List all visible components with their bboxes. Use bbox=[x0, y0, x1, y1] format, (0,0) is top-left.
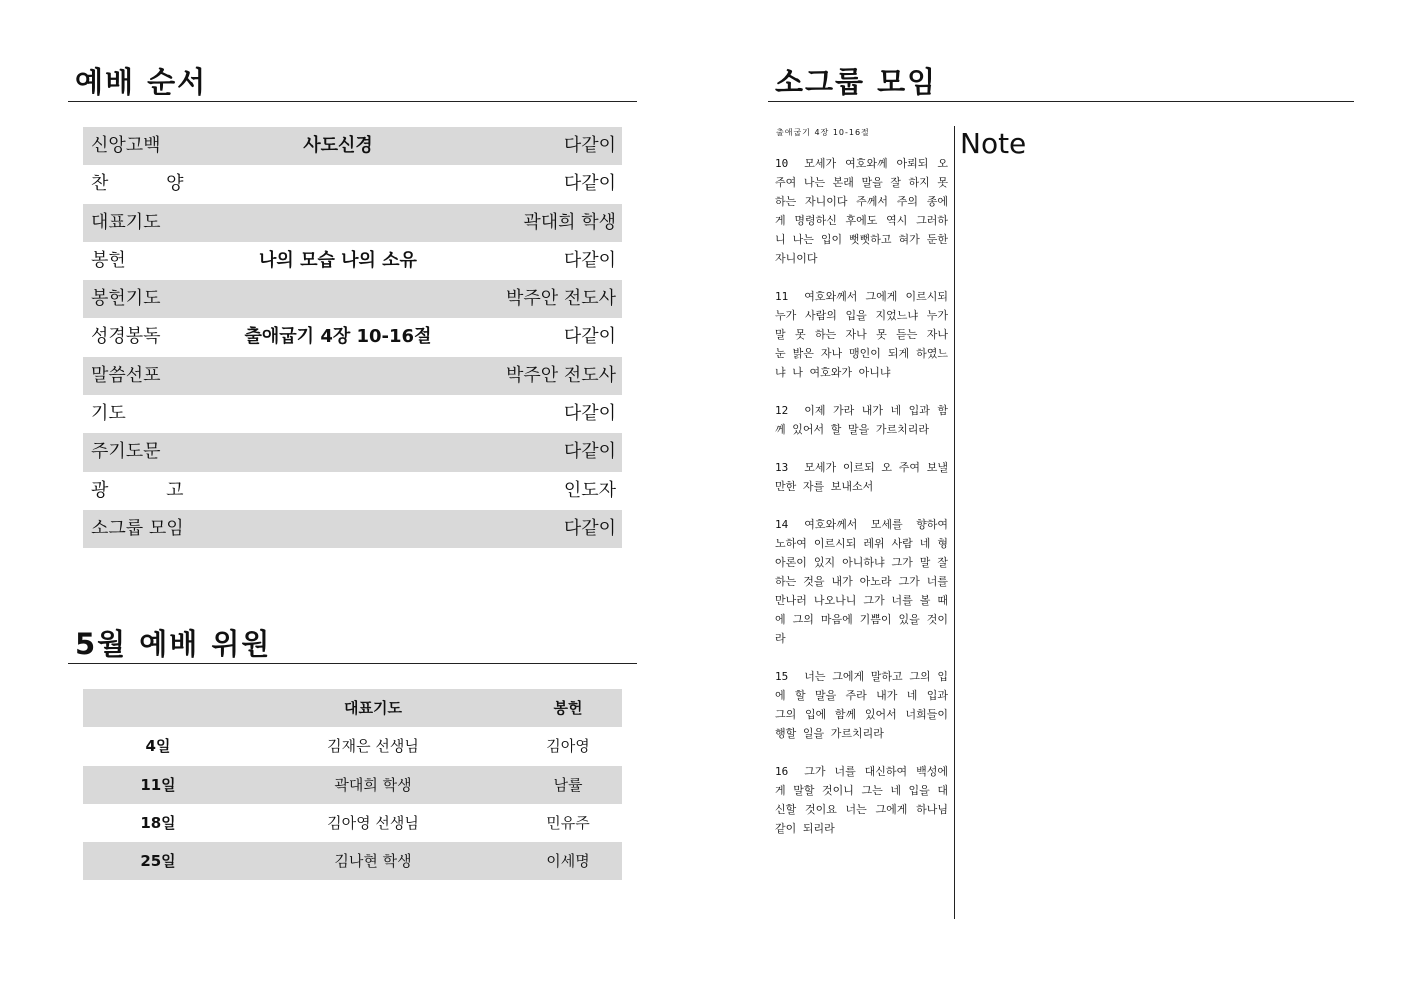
order-label: 봉헌 bbox=[91, 249, 126, 271]
order-row bbox=[83, 127, 622, 165]
committee-row bbox=[83, 804, 622, 842]
committee-date: 18일 bbox=[140, 813, 176, 832]
order-row bbox=[83, 395, 622, 433]
order-label: 봉헌기도 bbox=[91, 288, 161, 310]
committee-prayer: 곽대희 학생 bbox=[334, 775, 412, 794]
note-title: Note bbox=[960, 127, 1027, 160]
worship-order-table bbox=[83, 127, 622, 548]
order-leader: 다같이 bbox=[563, 249, 616, 271]
order-leader: 다같이 bbox=[563, 441, 616, 463]
verse bbox=[775, 762, 948, 838]
committee-row bbox=[83, 727, 622, 765]
order-leader: 다같이 bbox=[563, 135, 616, 156]
order-content: 사도신경 bbox=[303, 135, 373, 156]
order-label: 소그룹 모임 bbox=[91, 517, 184, 539]
committee-header-row bbox=[83, 689, 622, 727]
committee-header-prayer: 대표기도 bbox=[344, 699, 402, 717]
verse bbox=[775, 667, 948, 743]
order-label: 말씀선포 bbox=[91, 364, 161, 386]
verse-text: 이제 가라 내가 네 입과 함께 있어서 할 말을 가르치리라 bbox=[775, 404, 948, 436]
order-label: 신앙고백 bbox=[91, 135, 161, 156]
order-label: 기도 bbox=[91, 403, 126, 425]
order-leader: 다같이 bbox=[563, 517, 616, 539]
committee-offering: 남률 bbox=[553, 775, 583, 794]
committee-offering: 민유주 bbox=[546, 813, 590, 832]
order-row bbox=[83, 280, 622, 318]
verse-text: 여호와께서 모세를 향하여 노하여 이르시되 레위 사람 네 형 아론이 있지 아니하냐 그가 말 잘 하는 것을 내가 아노라 그가 너를 만나러 나오나니 그가 너를 볼 때에 그의 마음에 기쁨이 있을 것이라 bbox=[775, 518, 948, 645]
small-group-title: 소그룹 모임 bbox=[775, 65, 938, 99]
order-row bbox=[83, 433, 622, 471]
order-leader: 박주안 전도사 bbox=[505, 288, 616, 310]
verse-text: 모세가 여호와께 아뢰되 오 주여 나는 본래 말을 잘 하지 못하는 자니이다 주께서 주의 종에게 명령하신 후에도 역시 그러하니 나는 입이 뻣뻣하고 혀가 둔한 자니이다 bbox=[775, 157, 948, 265]
committee-rule bbox=[68, 663, 637, 664]
verse-number: 13 bbox=[775, 461, 789, 474]
verse-number: 15 bbox=[775, 670, 789, 683]
verse-number: 11 bbox=[775, 290, 789, 303]
order-leader: 다같이 bbox=[563, 173, 616, 195]
order-content: 나의 모습 나의 소유 bbox=[259, 249, 417, 271]
worship-order-rule bbox=[68, 101, 637, 102]
committee-table bbox=[83, 689, 622, 880]
committee-title: 5월 예배 위원 bbox=[75, 627, 272, 661]
order-label: 대표기도 bbox=[91, 211, 161, 233]
order-leader: 곽대희 학생 bbox=[523, 211, 616, 233]
order-label: 주기도문 bbox=[91, 441, 161, 463]
committee-offering: 김아영 bbox=[546, 737, 590, 756]
order-leader: 다같이 bbox=[563, 326, 616, 348]
order-content: 출애굽기 4장 10-16절 bbox=[244, 326, 432, 348]
order-leader: 박주안 전도사 bbox=[505, 364, 616, 386]
order-row bbox=[83, 204, 622, 242]
verse bbox=[775, 154, 948, 268]
verse-text: 그가 너를 대신하여 백성에게 말할 것이니 그는 네 입을 대신할 것이요 너는 그에게 하나님 같이 되리라 bbox=[775, 765, 948, 835]
committee-date: 4일 bbox=[145, 737, 171, 756]
verse-number: 12 bbox=[775, 404, 789, 417]
order-row bbox=[83, 357, 622, 395]
verse bbox=[775, 401, 948, 439]
verse bbox=[775, 287, 948, 382]
order-label: 광 고 bbox=[91, 479, 210, 501]
note-divider bbox=[954, 126, 955, 919]
order-leader: 다같이 bbox=[563, 403, 616, 425]
verse-text: 너는 그에게 말하고 그의 입에 할 말을 주라 내가 네 입과 그의 입에 함께 있어서 너희들이 행할 일을 가르치리라 bbox=[775, 670, 948, 740]
order-label: 찬 양 bbox=[91, 173, 210, 195]
order-row bbox=[83, 472, 622, 510]
committee-prayer: 김나현 학생 bbox=[334, 852, 412, 871]
worship-order-title: 예배 순서 bbox=[75, 65, 208, 99]
order-row bbox=[83, 318, 622, 356]
order-row bbox=[83, 510, 622, 548]
committee-row bbox=[83, 766, 622, 804]
committee-header-offering: 봉헌 bbox=[553, 699, 583, 717]
order-row bbox=[83, 242, 622, 280]
order-row bbox=[83, 165, 622, 203]
verse bbox=[775, 458, 948, 496]
committee-prayer: 김아영 선생님 bbox=[327, 813, 419, 832]
order-leader: 인도자 bbox=[563, 479, 616, 501]
committee-date: 25일 bbox=[140, 852, 176, 871]
verse-text: 여호와께서 그에게 이르시되 누가 사람의 입을 지었느냐 누가 말 못 하는 자나 못 듣는 자나 눈 밝은 자나 맹인이 되게 하였느냐 나 여호와가 아니냐 bbox=[775, 290, 948, 379]
verse-number: 16 bbox=[775, 765, 789, 778]
committee-prayer: 김재은 선생님 bbox=[327, 737, 419, 756]
passage-reference: 출애굽기 4장 10-16절 bbox=[776, 128, 870, 137]
verse-number: 10 bbox=[775, 157, 789, 170]
scripture-passage bbox=[775, 154, 948, 857]
committee-row bbox=[83, 842, 622, 880]
small-group-rule bbox=[768, 101, 1354, 102]
verse-number: 14 bbox=[775, 518, 789, 531]
verse-text: 모세가 이르되 오 주여 보낼 만한 자를 보내소서 bbox=[775, 461, 948, 493]
verse bbox=[775, 515, 948, 648]
committee-date: 11일 bbox=[140, 775, 176, 794]
committee-offering: 이세명 bbox=[546, 852, 590, 871]
order-label: 성경봉독 bbox=[91, 326, 161, 348]
